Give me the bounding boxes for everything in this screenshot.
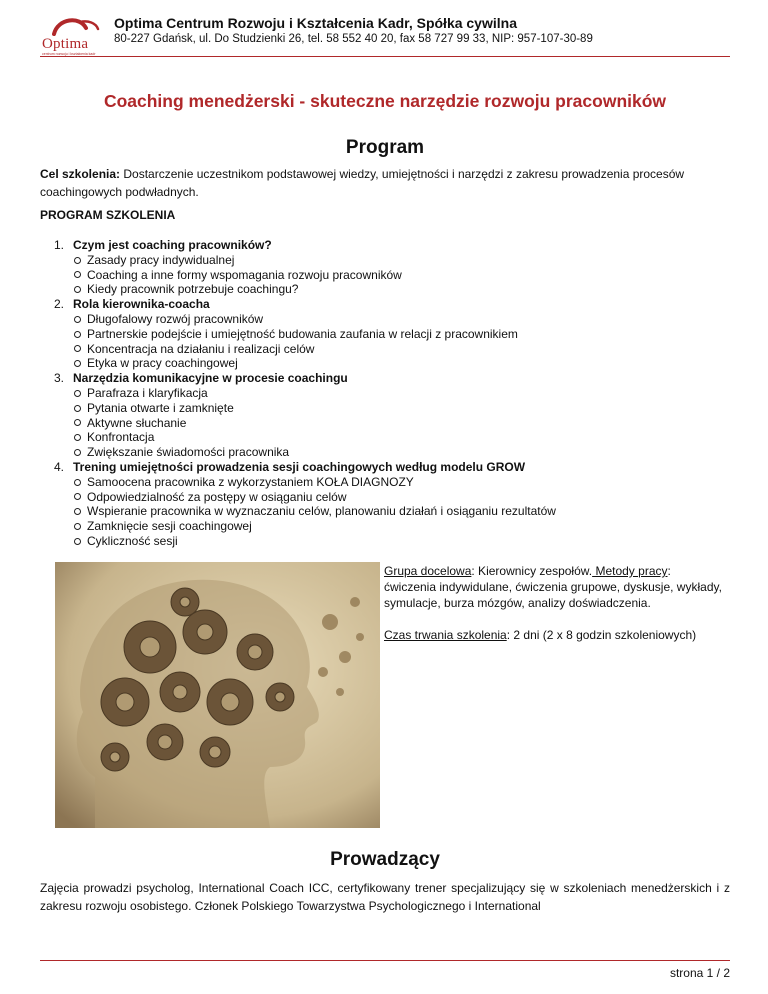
bullet-icon — [74, 360, 81, 367]
duration-paragraph — [384, 627, 724, 643]
list-item — [54, 475, 734, 490]
list-item — [54, 430, 734, 445]
list-item-text: Zamknięcie sesji coachingowej — [87, 519, 252, 534]
list-item-text: Pytania otwarte i zamknięte — [87, 400, 234, 415]
list-item — [54, 401, 734, 416]
list-item — [54, 504, 734, 519]
bullet-icon — [74, 316, 81, 323]
bullet-icon — [74, 390, 81, 397]
list-item — [54, 490, 734, 505]
list-item — [54, 416, 734, 431]
topic-2 — [54, 297, 734, 312]
program-section-label: PROGRAM SZKOLENIA — [40, 208, 176, 222]
list-item-text: Zasady pracy indywidualnej — [87, 252, 235, 267]
list-item-text: Koncentracja na działaniu i realizacji celów — [87, 341, 315, 356]
list-item-text: Etyka w pracy coachingowej — [87, 356, 238, 371]
footer-divider — [40, 960, 730, 961]
bullet-icon — [74, 345, 81, 352]
bullet-icon — [74, 257, 81, 264]
bullet-icon — [74, 405, 81, 412]
list-item-text: Kiedy pracownik potrzebuje coachingu? — [87, 282, 299, 297]
bullet-icon — [74, 508, 81, 515]
duration-label: Czas trwania szkolenia — [384, 628, 507, 642]
company-address: 80-227 Gdańsk, ul. Do Studzienki 26, tel. 58 552 40 20, fax 58 727 99 33, NIP: 957-107-30-89 — [114, 33, 593, 45]
topic-number: 4. — [54, 459, 65, 474]
list-item-text: Aktywne słuchanie — [87, 415, 187, 430]
goal-text: Dostarczenie uczestnikom podstawowej wiedzy, umiejętności i narzędzi z zakresu prowadzenia procesów coachingowych podwładnych. — [40, 167, 685, 199]
list-item — [54, 268, 734, 283]
list-item-text: Wspieranie pracownika w wyznaczaniu celów, planowaniu działań i osiąganiu rezultatów — [87, 504, 556, 519]
trainer-description: Zajęcia prowadzi psycholog, International Coach ICC, certyfikowany trener specjalizujący się w szkoleniach menedżerskich i z zakresu rozwoju osobistego. Członek Polskiego Towarzystwa Psychologicznego i International — [40, 881, 730, 913]
topic-1 — [54, 238, 734, 253]
target-group-text: : Kierownicy zespołów. — [471, 564, 593, 578]
list-item — [54, 534, 734, 549]
list-item-text: Zwiększanie świadomości pracownika — [87, 445, 290, 460]
topic-4 — [54, 460, 734, 475]
list-item-text: Samoocena pracownika z wykorzystaniem KOŁA DIAGNOZY — [87, 474, 414, 489]
list-item-text: Partnerskie podejście i umiejętność budowania zaufania w relacji z pracownikiem — [87, 326, 518, 341]
duration-text: : 2 dni (2 x 8 godzin szkoleniowych) — [506, 628, 697, 642]
course-title: Coaching menedżerski - skuteczne narzędzie rozwoju pracowników — [103, 91, 667, 111]
list-item — [54, 253, 734, 268]
list-item — [54, 282, 734, 297]
bullet-icon — [74, 449, 81, 456]
topic-title: Trening umiejętności prowadzenia sesji coachingowych według modelu GROW — [73, 459, 526, 474]
list-item-text: Konfrontacja — [87, 430, 155, 445]
list-item — [54, 386, 734, 401]
bullet-icon — [74, 523, 81, 530]
bullet-icon — [74, 271, 81, 278]
list-item — [54, 356, 734, 371]
list-item-text: Parafraza i klaryfikacja — [87, 385, 208, 400]
list-item-text: Odpowiedzialność za postępy w osiąganiu celów — [87, 489, 347, 504]
bullet-icon — [74, 538, 81, 545]
bullet-icon — [74, 434, 81, 441]
course-details — [384, 563, 724, 643]
bullet-icon — [74, 286, 81, 293]
list-item-text: Długofalowy rozwój pracowników — [87, 311, 264, 326]
bullet-icon — [74, 493, 81, 500]
logo-text: Optima — [42, 36, 89, 52]
course-goal — [40, 165, 730, 201]
list-item-text: Coaching a inne formy wspomagania rozwoju pracowników — [87, 267, 402, 282]
list-item — [54, 327, 734, 342]
bullet-icon — [74, 331, 81, 338]
program-heading: Program — [345, 137, 425, 158]
methods-text: : ćwiczenia indywidulane, ćwiczenia grupowe, dyskusje, wykłady, symulacje, burza mózgów, analizy doświadczenia. — [384, 564, 722, 610]
program-list — [54, 238, 734, 549]
company-logo — [40, 14, 106, 58]
company-name: Optima Centrum Rozwoju i Kształcenia Kadr, Spółka cywilna — [114, 15, 517, 31]
gears-head-image — [55, 562, 380, 828]
list-item — [54, 342, 734, 357]
list-item-text: Cykliczność sesji — [87, 533, 178, 548]
methods-label: Metody pracy — [592, 564, 668, 578]
topic-title: Czym jest coaching pracowników? — [73, 238, 272, 252]
trainer-heading: Prowadzący — [330, 849, 440, 870]
bullet-icon — [74, 419, 81, 426]
bullet-icon — [74, 479, 81, 486]
topic-title: Narzędzia komunikacyjne w procesie coachingu — [73, 371, 348, 386]
list-item — [54, 312, 734, 327]
header-divider — [40, 56, 730, 57]
topic-number: 1. — [54, 238, 65, 252]
logo-swoosh-icon — [40, 14, 106, 38]
logo-subtext: centrum rozwoju i kształcenia kadr — [42, 52, 96, 56]
target-group-label: Grupa docelowa — [384, 564, 472, 578]
list-item — [54, 445, 734, 460]
topic-number: 3. — [54, 371, 65, 386]
topic-3 — [54, 371, 734, 386]
header — [40, 14, 730, 58]
topic-title: Rola kierownika-coacha — [73, 297, 210, 312]
topic-number: 2. — [54, 297, 65, 312]
details-paragraph — [384, 563, 724, 611]
goal-label: Cel szkolenia: — [40, 167, 121, 181]
list-item — [54, 519, 734, 534]
page-number: strona 1 / 2 — [669, 966, 730, 980]
